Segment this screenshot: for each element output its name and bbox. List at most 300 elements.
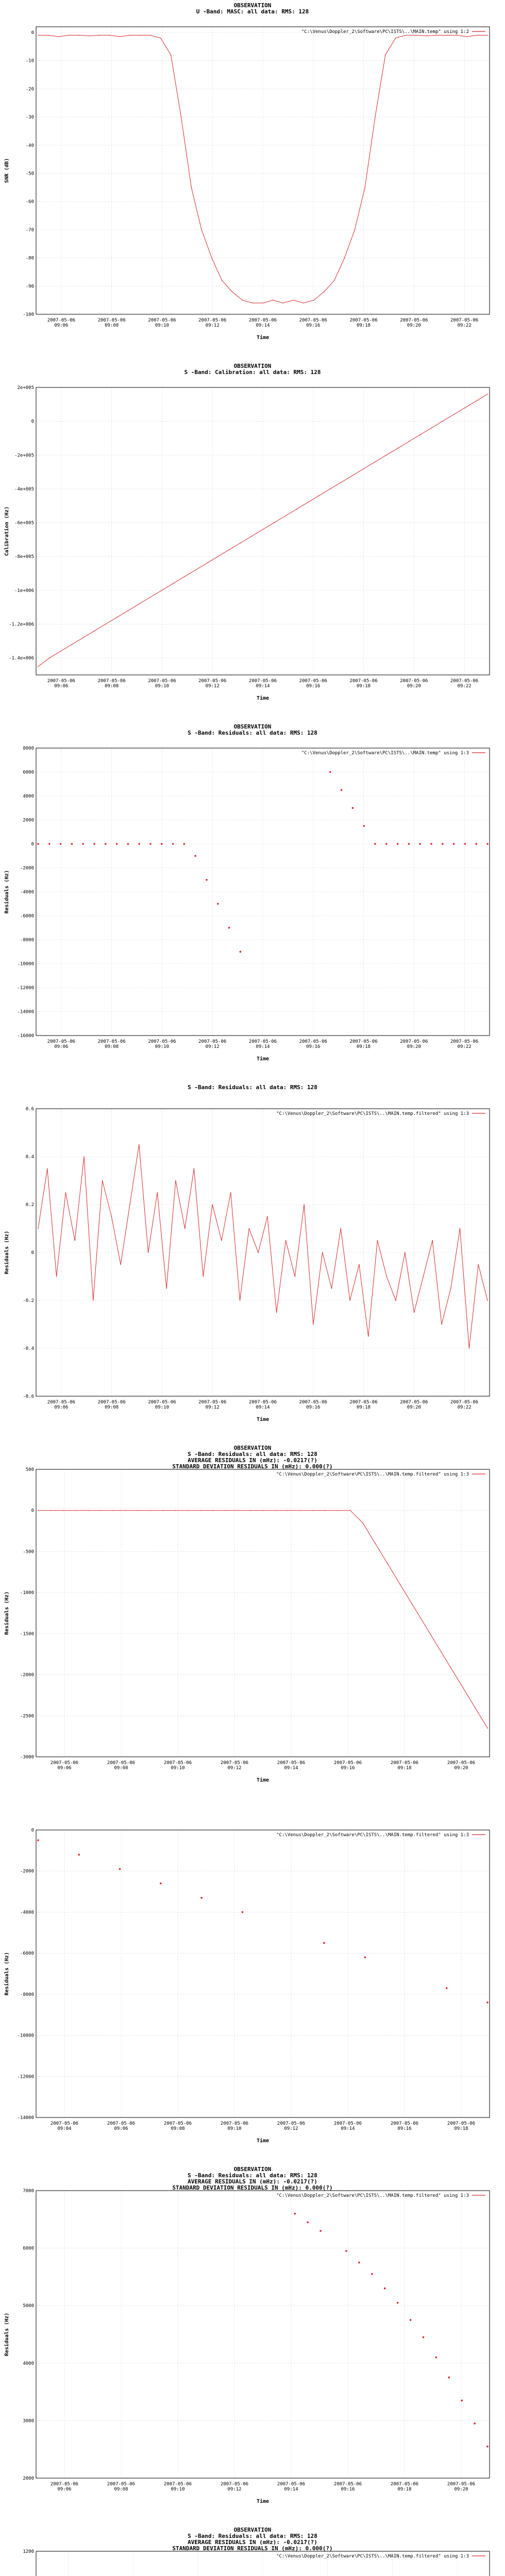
data-point bbox=[212, 1204, 213, 1205]
y-tick-label: -6000 bbox=[20, 913, 34, 919]
x-tick-label: 09:18 bbox=[357, 684, 371, 689]
data-point bbox=[318, 495, 319, 496]
data-point bbox=[487, 35, 488, 36]
data-point bbox=[294, 2213, 296, 2215]
x-tick-label: 09:12 bbox=[227, 1766, 242, 1771]
y-tick-label: -14000 bbox=[17, 1009, 34, 1015]
chart-title-line: AVERAGE RESIDUALS IN (mHz): -0.0217(?) bbox=[188, 2178, 317, 2185]
chart-title-line: U -Band: MASC: all data: RMS: 128 bbox=[196, 8, 309, 15]
y-tick-label: -2000 bbox=[20, 866, 34, 871]
x-tick-label: 2007-05-06 bbox=[97, 1039, 126, 1044]
y-tick-label: -12000 bbox=[17, 986, 34, 991]
x-tick-label: 2007-05-06 bbox=[400, 1400, 428, 1405]
data-point bbox=[330, 488, 331, 489]
data-point bbox=[69, 35, 70, 36]
x-tick-label: 09:20 bbox=[454, 2487, 468, 2492]
x-tick-label: 2007-05-06 bbox=[97, 318, 126, 323]
x-tick-label: 09:14 bbox=[256, 1044, 270, 1049]
x-axis-label: Time bbox=[256, 335, 270, 341]
chart-panel-7 bbox=[0, 2164, 505, 2524]
data-point bbox=[430, 843, 432, 845]
x-tick-label: 09:16 bbox=[306, 323, 321, 328]
data-point bbox=[130, 35, 131, 36]
x-tick-label: 09:06 bbox=[57, 2487, 72, 2492]
data-point bbox=[312, 1510, 313, 1511]
x-tick-label: 09:14 bbox=[256, 684, 270, 689]
data-point bbox=[191, 187, 192, 188]
y-axis-label: Residuals (Hz) bbox=[4, 1591, 10, 1635]
chart-title-line: STANDARD DEVIATION RESIDUALS IN (mHz): 0.000(?) bbox=[172, 1463, 333, 1470]
data-point bbox=[252, 302, 253, 303]
x-tick-label: 09:18 bbox=[357, 1405, 371, 1410]
x-tick-label: 09:10 bbox=[155, 1044, 169, 1049]
data-point bbox=[475, 1707, 476, 1708]
x-tick-label: 2007-05-06 bbox=[107, 2482, 136, 2487]
data-point bbox=[127, 843, 129, 845]
y-tick-label: 8000 bbox=[23, 746, 34, 751]
x-tick-label: 2007-05-06 bbox=[349, 1039, 378, 1044]
chart-title-line: S -Band: Residuals: all data: RMS: 128 bbox=[188, 1084, 317, 1091]
data-point bbox=[240, 543, 241, 544]
chart-svg bbox=[0, 361, 505, 721]
chart-svg bbox=[0, 1803, 505, 2164]
data-point bbox=[324, 291, 325, 292]
data-point bbox=[221, 1240, 222, 1241]
data-point bbox=[105, 843, 107, 845]
data-point bbox=[375, 462, 376, 463]
x-tick-label: 09:06 bbox=[54, 1405, 69, 1410]
y-tick-label: 0.6 bbox=[25, 1107, 34, 1112]
data-point bbox=[201, 229, 202, 230]
data-point bbox=[274, 522, 275, 523]
data-point bbox=[464, 843, 466, 845]
plot-frame bbox=[36, 2191, 490, 2478]
x-tick-label: 2007-05-06 bbox=[47, 1400, 75, 1405]
x-tick-label: 09:18 bbox=[454, 2126, 468, 2131]
data-point bbox=[238, 1510, 239, 1511]
data-point bbox=[206, 563, 207, 564]
data-point bbox=[100, 1510, 101, 1511]
x-tick-label: 09:16 bbox=[306, 1405, 321, 1410]
chart-title-line: STANDARD DEVIATION RESIDUALS IN (mHz): 0.000(?) bbox=[172, 2184, 333, 2191]
data-point bbox=[352, 807, 354, 809]
x-tick-label: 09:08 bbox=[114, 1766, 128, 1771]
data-point bbox=[377, 1240, 378, 1241]
data-point bbox=[441, 1324, 442, 1325]
chart-title-line: S -Band: Residuals: all data: RMS: 128 bbox=[188, 730, 317, 736]
data-point bbox=[285, 1240, 287, 1241]
x-tick-label: 2007-05-06 bbox=[400, 679, 428, 684]
data-point bbox=[300, 1510, 301, 1511]
data-point bbox=[409, 441, 410, 442]
data-point bbox=[385, 55, 386, 56]
data-point bbox=[415, 35, 416, 36]
data-point bbox=[363, 825, 365, 827]
x-tick-label: 2007-05-06 bbox=[333, 1760, 362, 1766]
y-tick-label: -50 bbox=[25, 171, 34, 177]
x-tick-label: 2007-05-06 bbox=[277, 1760, 306, 1766]
data-point bbox=[323, 1942, 325, 1944]
chart-svg bbox=[0, 721, 505, 1082]
data-point bbox=[211, 258, 212, 259]
data-point bbox=[125, 1510, 126, 1511]
x-tick-label: 09:08 bbox=[114, 2487, 128, 2492]
x-tick-label: 2007-05-06 bbox=[198, 1039, 227, 1044]
y-axis-label: Calibration (Hz) bbox=[4, 506, 10, 556]
x-tick-label: 2007-05-06 bbox=[248, 1039, 277, 1044]
x-axis-label: Time bbox=[256, 1777, 270, 1783]
x-tick-label: 09:12 bbox=[205, 323, 220, 328]
x-tick-label: 09:22 bbox=[457, 684, 472, 689]
data-point bbox=[232, 291, 233, 292]
data-point bbox=[113, 1510, 114, 1511]
y-tick-label: -8e+005 bbox=[14, 554, 34, 560]
data-point bbox=[175, 1180, 176, 1181]
data-point bbox=[172, 843, 174, 845]
x-tick-label: 09:08 bbox=[171, 2126, 185, 2131]
x-tick-label: 09:18 bbox=[397, 2487, 412, 2492]
data-point bbox=[200, 1897, 203, 1899]
x-tick-label: 09:08 bbox=[105, 1044, 119, 1049]
data-point bbox=[341, 789, 343, 791]
data-point bbox=[425, 1625, 426, 1626]
x-tick-label: 2007-05-06 bbox=[299, 318, 327, 323]
data-point bbox=[262, 1510, 263, 1511]
x-tick-label: 2007-05-06 bbox=[349, 318, 378, 323]
x-tick-label: 2007-05-06 bbox=[248, 1400, 277, 1405]
x-tick-label: 09:10 bbox=[171, 2487, 185, 2492]
data-point bbox=[352, 475, 354, 476]
x-tick-label: 2007-05-06 bbox=[148, 679, 176, 684]
data-point bbox=[341, 482, 342, 483]
data-point bbox=[60, 651, 61, 652]
data-point bbox=[138, 1510, 139, 1511]
chart-title-line: OBSERVATION bbox=[233, 1445, 272, 1451]
data-point bbox=[150, 597, 151, 598]
data-point bbox=[150, 1510, 151, 1511]
chart-svg bbox=[0, 2164, 505, 2524]
data-point bbox=[230, 1192, 231, 1193]
x-tick-label: 09:20 bbox=[407, 1405, 421, 1410]
x-tick-label: 09:12 bbox=[227, 2487, 242, 2492]
data-point bbox=[362, 1522, 363, 1523]
data-point bbox=[184, 1228, 186, 1229]
y-tick-label: 0 bbox=[31, 30, 34, 36]
data-point bbox=[149, 843, 152, 845]
x-tick-label: 09:14 bbox=[284, 2487, 298, 2492]
data-point bbox=[465, 408, 466, 409]
x-tick-label: 09:18 bbox=[357, 323, 371, 328]
data-point bbox=[486, 843, 489, 845]
y-tick-label: 500 bbox=[25, 1467, 34, 1472]
data-point bbox=[139, 1144, 140, 1145]
data-point bbox=[82, 637, 83, 638]
x-tick-label: 2007-05-06 bbox=[450, 318, 479, 323]
data-point bbox=[48, 35, 49, 36]
x-tick-label: 09:06 bbox=[57, 1766, 72, 1771]
data-point bbox=[94, 631, 95, 632]
x-tick-label: 2007-05-06 bbox=[277, 2121, 306, 2126]
data-point bbox=[304, 1204, 305, 1205]
y-tick-label: -8000 bbox=[20, 938, 34, 943]
x-tick-label: 09:20 bbox=[407, 323, 421, 328]
data-point bbox=[476, 400, 477, 401]
x-tick-label: 09:12 bbox=[284, 2126, 298, 2131]
data-point bbox=[460, 1228, 461, 1229]
data-point bbox=[487, 394, 488, 395]
x-tick-label: 2007-05-06 bbox=[47, 679, 75, 684]
chart-panel-8 bbox=[0, 2524, 505, 2576]
data-point bbox=[426, 36, 427, 37]
x-tick-label: 2007-05-06 bbox=[163, 1760, 192, 1766]
data-point bbox=[240, 951, 242, 953]
x-tick-label: 2007-05-06 bbox=[450, 679, 479, 684]
data-point bbox=[358, 2262, 360, 2264]
data-point bbox=[405, 1252, 406, 1253]
x-tick-label: 2007-05-06 bbox=[47, 1039, 75, 1044]
data-point bbox=[222, 280, 223, 281]
data-point bbox=[225, 1510, 226, 1511]
data-point bbox=[386, 1276, 387, 1277]
x-tick-label: 09:06 bbox=[54, 323, 69, 328]
data-point bbox=[195, 570, 196, 571]
y-tick-label: 2e+005 bbox=[17, 385, 34, 391]
data-point bbox=[288, 1510, 289, 1511]
x-tick-label: 2007-05-06 bbox=[220, 2121, 249, 2126]
data-point bbox=[397, 2302, 399, 2304]
chart-title-line: S -Band: Residuals: all data: RMS: 128 bbox=[188, 2172, 317, 2179]
y-tick-label: 3000 bbox=[23, 2418, 34, 2424]
x-tick-label: 2007-05-06 bbox=[450, 1400, 479, 1405]
plot-frame bbox=[36, 1469, 490, 1757]
data-point bbox=[250, 1510, 251, 1511]
data-point bbox=[359, 1264, 360, 1265]
x-tick-label: 09:14 bbox=[256, 1405, 270, 1410]
data-point bbox=[384, 2287, 386, 2290]
data-point bbox=[175, 1510, 176, 1511]
data-point bbox=[344, 258, 345, 259]
data-point bbox=[487, 1300, 488, 1301]
data-point bbox=[368, 1336, 369, 1337]
data-point bbox=[173, 583, 174, 584]
chart-title-line: OBSERVATION bbox=[233, 2166, 272, 2173]
x-tick-label: 2007-05-06 bbox=[447, 1760, 476, 1766]
x-tick-label: 09:20 bbox=[407, 684, 421, 689]
x-tick-label: 09:16 bbox=[341, 1766, 355, 1771]
legend-label: "C:\Venus\Doppler_2\Software\PC\ISTS\..\MAIN.temp.filtered" using 1:3 bbox=[276, 2554, 469, 2559]
data-point bbox=[397, 843, 399, 845]
legend-label: "C:\Venus\Doppler_2\Software\PC\ISTS\..\MAIN.temp.filtered" using 1:3 bbox=[276, 1111, 469, 1116]
data-point bbox=[474, 2422, 476, 2425]
x-tick-label: 2007-05-06 bbox=[349, 679, 378, 684]
data-point bbox=[400, 1584, 401, 1585]
x-tick-label: 09:14 bbox=[284, 1766, 298, 1771]
data-point bbox=[410, 2319, 412, 2321]
x-tick-label: 09:10 bbox=[171, 1766, 185, 1771]
data-point bbox=[63, 1510, 64, 1511]
data-point bbox=[408, 843, 410, 845]
chart-title-line: S -Band: Residuals: all data: RMS: 128 bbox=[188, 1451, 317, 1458]
data-point bbox=[303, 302, 304, 303]
data-point bbox=[78, 1854, 80, 1856]
x-tick-label: 2007-05-06 bbox=[333, 2121, 362, 2126]
data-point bbox=[258, 1252, 259, 1253]
data-point bbox=[99, 35, 100, 36]
data-point bbox=[37, 1839, 39, 1841]
data-point bbox=[78, 35, 79, 36]
data-point bbox=[89, 36, 90, 37]
x-tick-label: 09:16 bbox=[306, 1044, 321, 1049]
data-point bbox=[48, 843, 50, 845]
data-point bbox=[240, 1300, 241, 1301]
chart-svg bbox=[0, 1443, 505, 1803]
y-tick-label: -40 bbox=[25, 143, 34, 148]
y-tick-label: -1.4e+006 bbox=[9, 656, 34, 662]
y-tick-label: -80 bbox=[25, 256, 34, 261]
data-point bbox=[414, 1312, 415, 1313]
x-tick-label: 2007-05-06 bbox=[163, 2121, 192, 2126]
data-point bbox=[200, 1510, 201, 1511]
x-tick-label: 09:16 bbox=[397, 2126, 412, 2131]
x-tick-label: 2007-05-06 bbox=[248, 679, 277, 684]
legend-label: "C:\Venus\Doppler_2\Software\PC\ISTS\..\MAIN.temp.filtered" using 1:3 bbox=[276, 2193, 469, 2198]
data-point bbox=[450, 1288, 451, 1289]
y-tick-label: 0 bbox=[31, 419, 34, 425]
data-point bbox=[128, 610, 129, 611]
x-tick-label: 2007-05-06 bbox=[349, 1400, 378, 1405]
y-tick-label: 0.2 bbox=[25, 1202, 34, 1208]
y-tick-label: -4000 bbox=[20, 890, 34, 895]
data-point bbox=[477, 35, 478, 36]
data-point bbox=[283, 302, 284, 303]
x-tick-label: 09:06 bbox=[54, 684, 69, 689]
x-tick-label: 2007-05-06 bbox=[220, 1760, 249, 1766]
data-point bbox=[462, 1687, 463, 1688]
data-point bbox=[203, 1276, 204, 1277]
data-point bbox=[448, 2377, 450, 2379]
data-point bbox=[313, 1324, 314, 1325]
data-point bbox=[371, 2273, 373, 2275]
data-point bbox=[60, 843, 62, 845]
data-point bbox=[453, 414, 454, 415]
data-point bbox=[181, 116, 182, 117]
x-tick-label: 2007-05-06 bbox=[450, 1039, 479, 1044]
plot-frame bbox=[36, 27, 490, 314]
chart-title-line: OBSERVATION bbox=[233, 363, 272, 369]
data-point bbox=[331, 1288, 332, 1289]
data-point bbox=[56, 1276, 57, 1277]
data-point bbox=[93, 843, 95, 845]
data-point bbox=[307, 2222, 309, 2224]
x-tick-label: 09:10 bbox=[227, 2126, 242, 2131]
chart-svg bbox=[0, 0, 505, 361]
chart-title-line: OBSERVATION bbox=[233, 2527, 272, 2533]
data-point bbox=[116, 617, 117, 618]
data-point bbox=[350, 1510, 351, 1511]
x-tick-label: 2007-05-06 bbox=[148, 318, 176, 323]
data-point bbox=[267, 1216, 268, 1217]
x-tick-label: 2007-05-06 bbox=[299, 679, 327, 684]
data-point bbox=[212, 1510, 213, 1511]
y-tick-label: 1200 bbox=[23, 2549, 34, 2554]
y-tick-label: 0 bbox=[31, 842, 34, 847]
data-point bbox=[217, 556, 218, 557]
data-point bbox=[375, 116, 376, 117]
data-point bbox=[139, 603, 140, 604]
plot-frame bbox=[36, 387, 490, 675]
data-point bbox=[285, 516, 286, 517]
data-point bbox=[275, 1510, 276, 1511]
x-tick-label: 2007-05-06 bbox=[107, 1760, 136, 1766]
x-axis-label: Time bbox=[256, 696, 270, 701]
y-tick-label: 0.4 bbox=[25, 1155, 34, 1160]
data-point bbox=[105, 624, 106, 625]
data-point bbox=[319, 2230, 322, 2232]
y-tick-label: -10000 bbox=[17, 2033, 34, 2039]
data-point bbox=[38, 666, 39, 667]
y-tick-label: -10000 bbox=[17, 961, 34, 967]
data-point bbox=[273, 300, 274, 301]
x-tick-label: 09:08 bbox=[105, 1405, 119, 1410]
x-tick-label: 09:10 bbox=[155, 684, 169, 689]
x-tick-label: 09:10 bbox=[155, 1405, 169, 1410]
x-tick-label: 09:12 bbox=[205, 684, 220, 689]
chart-panel-1 bbox=[0, 0, 505, 361]
data-point bbox=[119, 1868, 121, 1870]
data-point bbox=[88, 1510, 89, 1511]
data-point bbox=[171, 55, 172, 56]
x-tick-label: 09:08 bbox=[105, 684, 119, 689]
x-axis-label: Time bbox=[256, 1417, 270, 1422]
y-tick-label: -2000 bbox=[20, 1672, 34, 1678]
data-point bbox=[157, 1192, 158, 1193]
data-point bbox=[49, 657, 50, 658]
data-point bbox=[450, 1666, 451, 1667]
data-point bbox=[340, 1228, 341, 1229]
y-tick-label: -14000 bbox=[17, 2115, 34, 2121]
x-tick-label: 09:08 bbox=[105, 323, 119, 328]
data-point bbox=[75, 1510, 76, 1511]
x-tick-label: 2007-05-06 bbox=[50, 2121, 79, 2126]
y-tick-label: -100 bbox=[23, 312, 34, 317]
x-tick-label: 09:04 bbox=[57, 2126, 72, 2131]
data-point bbox=[423, 2336, 425, 2338]
x-tick-label: 2007-05-06 bbox=[220, 2482, 249, 2487]
x-tick-label: 09:12 bbox=[205, 1405, 220, 1410]
x-tick-label: 2007-05-06 bbox=[248, 318, 277, 323]
data-point bbox=[442, 421, 443, 422]
chart-title-line: AVERAGE RESIDUALS IN (mHz): -0.0217(?) bbox=[188, 1457, 317, 1464]
data-point bbox=[183, 843, 186, 845]
y-tick-label: -0.4 bbox=[23, 1346, 34, 1351]
x-tick-label: 2007-05-06 bbox=[277, 2482, 306, 2487]
x-axis-label: Time bbox=[256, 2138, 270, 2144]
series-line bbox=[38, 1511, 487, 1728]
data-point bbox=[435, 2357, 437, 2359]
x-tick-label: 09:06 bbox=[54, 1044, 69, 1049]
y-tick-label: 4000 bbox=[23, 794, 34, 799]
data-point bbox=[446, 35, 447, 36]
data-point bbox=[188, 1510, 189, 1511]
chart-title-line: OBSERVATION bbox=[233, 2, 272, 9]
y-tick-label: -0.2 bbox=[23, 1298, 34, 1303]
x-tick-label: 2007-05-06 bbox=[148, 1400, 176, 1405]
y-tick-label: -500 bbox=[23, 1549, 34, 1555]
x-tick-label: 09:16 bbox=[306, 684, 321, 689]
chart-title-line: OBSERVATION bbox=[233, 723, 272, 730]
x-tick-label: 09:14 bbox=[341, 2126, 355, 2131]
y-tick-label: -12000 bbox=[17, 2074, 34, 2080]
